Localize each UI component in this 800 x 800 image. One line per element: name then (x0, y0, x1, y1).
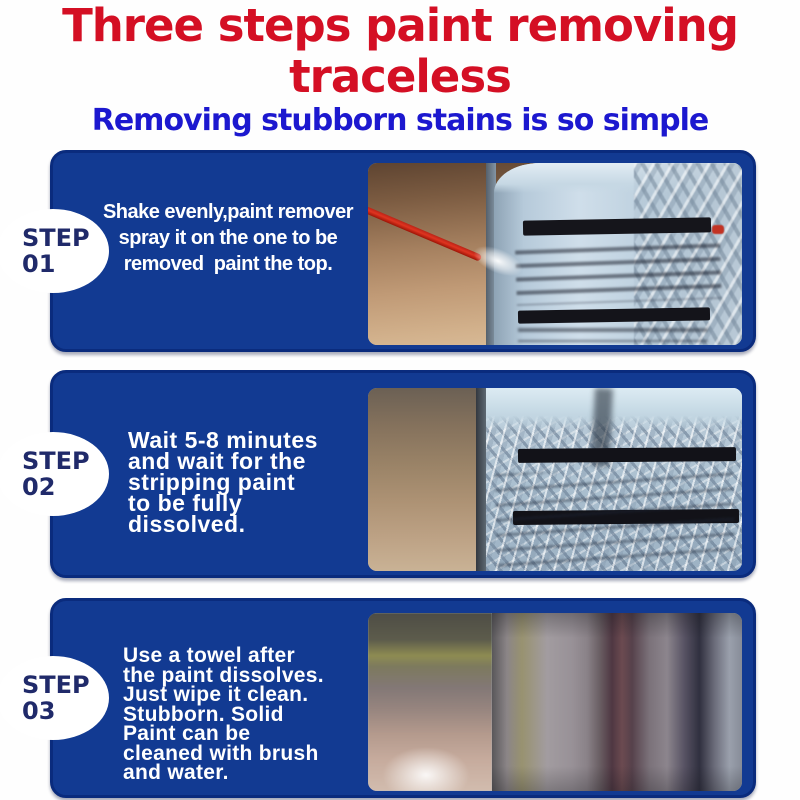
text-line: removed paint the top. (123, 253, 333, 275)
page-title-line-2: traceless (289, 50, 511, 103)
text-line: stripping paint (128, 469, 296, 495)
step-badge-number: 01 (22, 250, 56, 278)
text-line: cleaned with brush (123, 741, 319, 765)
blurred-background (368, 613, 492, 791)
blurred-label-text (494, 466, 735, 569)
text-line: and water. (123, 761, 229, 784)
page-title-line-1: Three steps paint removing (62, 0, 738, 52)
text-line: to be fully (128, 490, 243, 516)
step-badge-word: STEP (22, 224, 90, 252)
step-2-panel (22, 370, 756, 578)
text-line: the paint dissolves. (123, 663, 324, 687)
step-3-photo (368, 613, 742, 791)
text-line: Shake evenly,paint remover (102, 201, 354, 223)
step-2-instructions (128, 427, 318, 537)
red-paint-fleck (712, 225, 724, 234)
blurred-label-text (518, 328, 708, 342)
text-line: Stubborn. Solid (123, 702, 284, 726)
step-1-panel (22, 150, 756, 352)
text-line: Wait 5-8 minutes (128, 427, 318, 453)
text-line: and wait for the (128, 448, 306, 474)
step-2-badge (22, 448, 90, 500)
text-line: Just wipe it clean. (123, 683, 309, 706)
page-subtitle: Removing stubborn stains is so simple (91, 103, 709, 138)
header (0, 0, 800, 139)
clean-metal-can (492, 613, 742, 791)
step-3-panel (22, 598, 756, 798)
text-line: dissolved. (128, 511, 246, 537)
can-shoulder-highlight (486, 388, 742, 430)
step-1-instructions (88, 199, 368, 277)
step-badge-number: 02 (22, 473, 56, 501)
step-badge-word: STEP (22, 671, 90, 699)
blurred-label-text (515, 243, 722, 305)
step-2-photo (368, 388, 742, 571)
label-bar (518, 447, 736, 463)
can-edge (476, 388, 486, 571)
text-line: Paint can be (123, 722, 251, 745)
text-line: Use a towel after (123, 644, 295, 667)
step-3-badge (22, 672, 90, 724)
blurred-background (368, 388, 476, 571)
step-badge-number: 03 (22, 697, 56, 725)
step-1-photo (368, 163, 742, 345)
step-badge-word: STEP (22, 447, 90, 475)
text-line: spray it on the one to be (118, 227, 338, 249)
step-1-badge (22, 225, 90, 277)
step-3-instructions (123, 646, 324, 783)
